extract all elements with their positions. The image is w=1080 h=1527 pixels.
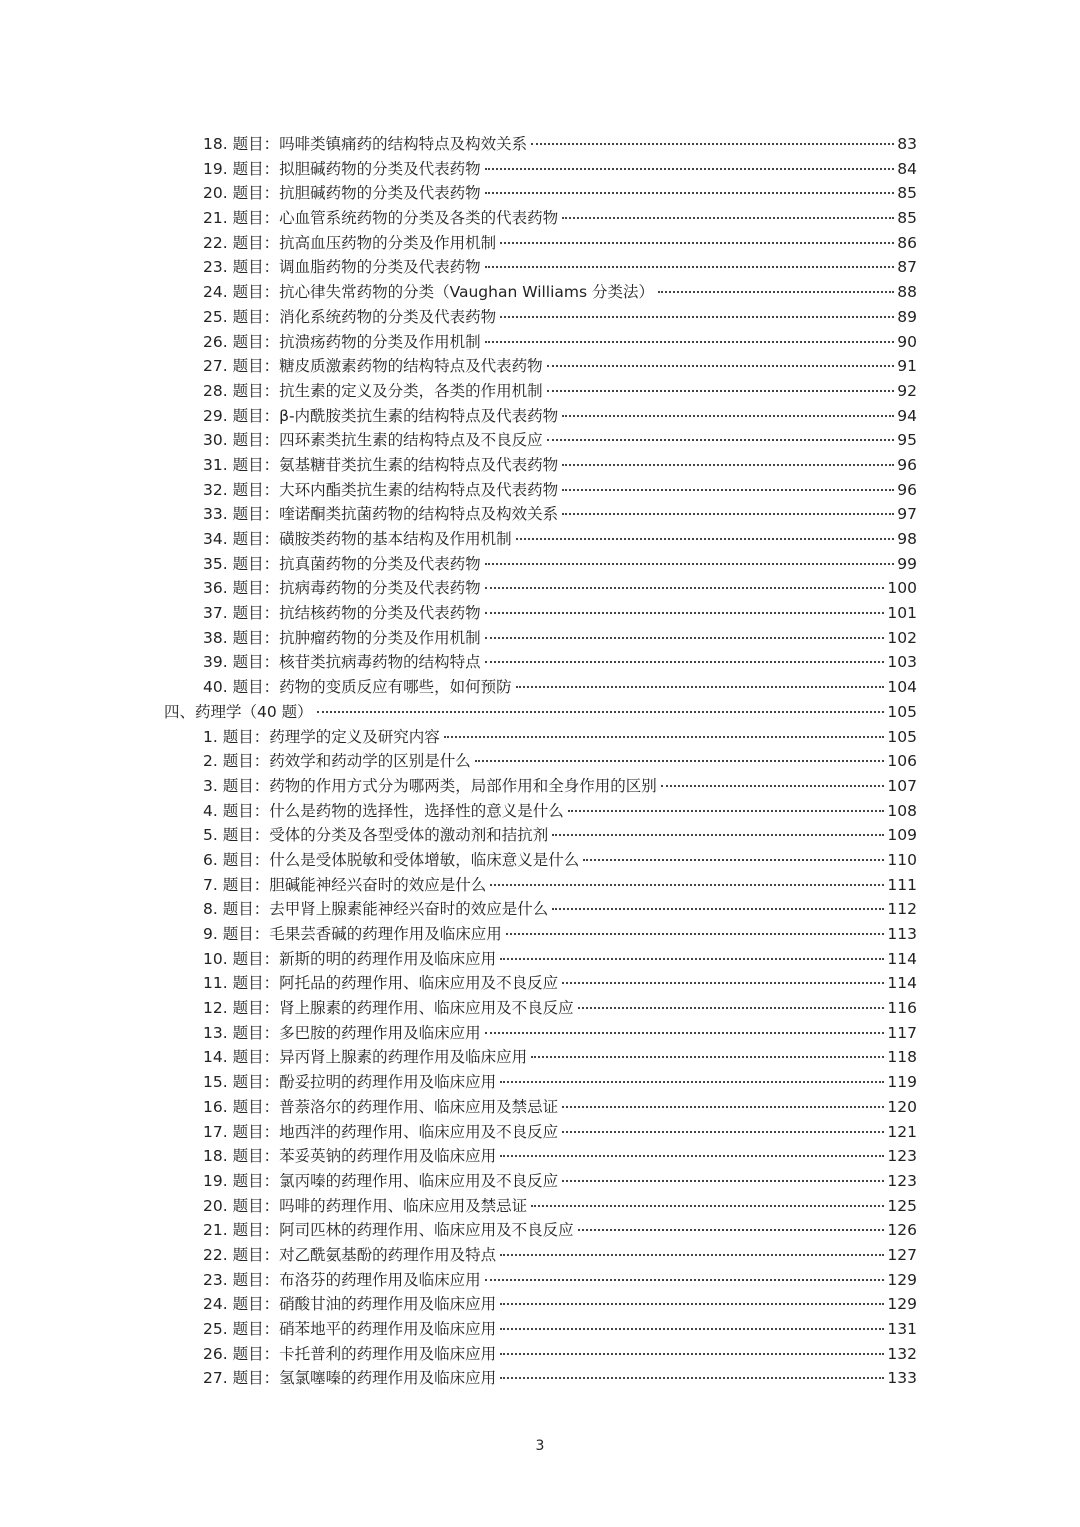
toc-entry-title: 36. 题目：抗病毒药物的分类及代表药物 [203,579,481,598]
toc-entry-title: 31. 题目：氨基糖苷类抗生素的结构特点及代表药物 [203,455,559,474]
toc-entry[interactable] [0,527,917,552]
toc-entry[interactable] [0,1194,917,1219]
toc-entry[interactable] [0,1045,917,1070]
dot-leader [562,1180,884,1182]
toc-entry[interactable] [0,971,917,996]
dot-leader [583,859,884,861]
dot-leader [506,933,885,935]
toc-entry[interactable] [0,725,917,750]
toc-entry-page-number: 118 [887,1048,917,1067]
dot-leader [562,415,894,417]
toc-entry-page-number: 98 [897,530,917,548]
toc-entry[interactable] [0,1268,917,1293]
toc-entry-title: 24. 题目：抗心律失常药物的分类（Vaughan Williams 分类法） [203,283,655,302]
toc-entry[interactable] [0,181,917,206]
dot-leader [500,1303,884,1305]
toc-entry[interactable] [0,453,917,478]
toc-entry-title: 39. 题目：核苷类抗病毒药物的结构特点 [203,653,481,672]
toc-entry-title: 20. 题目：抗胆碱药物的分类及代表药物 [203,184,481,203]
toc-entry[interactable] [0,799,917,824]
toc-entry[interactable] [0,478,917,503]
dot-leader [485,563,895,565]
dot-leader [485,661,885,663]
toc-entry-title: 25. 题目：消化系统药物的分类及代表药物 [203,307,497,326]
toc-entry[interactable] [0,255,917,280]
toc-entry[interactable] [0,873,917,898]
toc-entry[interactable] [0,1342,917,1367]
dot-leader [552,908,884,910]
toc-entry[interactable] [0,1021,917,1046]
toc-entry-title: 32. 题目：大环内酯类抗生素的结构特点及代表药物 [203,480,559,499]
toc-entry-page-number: 97 [897,505,917,524]
page-number: 3 [535,1438,545,1454]
toc-entry-page-number: 94 [897,406,917,425]
toc-entry-title: 34. 题目：磺胺类药物的基本结构及作用机制 [203,530,512,548]
toc-entry-page-number: 106 [887,752,917,771]
toc-entry-title: 28. 题目：抗生素的定义及分类，各类的作用机制 [203,381,543,400]
toc-entry[interactable] [0,897,917,922]
toc-entry-title: 40. 题目：药物的变质反应有哪些，如何预防 [203,678,512,697]
toc-entry[interactable] [0,206,917,231]
dot-leader [500,1081,884,1083]
dot-leader [485,637,885,639]
toc-entry-page-number: 105 [887,727,917,746]
toc-section-heading[interactable] [0,700,917,725]
toc-entry-title: 35. 题目：抗真菌药物的分类及代表药物 [203,554,481,573]
toc-entry-page-number: 123 [887,1147,917,1166]
dot-leader [485,266,895,268]
dot-leader [500,242,894,244]
dot-leader [444,736,885,738]
toc-entry[interactable] [0,650,917,675]
toc-entry-page-number: 116 [887,999,917,1018]
toc-entry-page-number: 117 [887,1023,917,1042]
dot-leader [531,143,894,145]
toc-entry-title: 26. 题目：抗溃疡药物的分类及作用机制 [203,332,481,351]
toc-entry-title: 37. 题目：抗结核药物的分类及代表药物 [203,604,481,623]
toc-entry-title: 23. 题目：调血脂药物的分类及代表药物 [203,258,481,277]
toc-entry-page-number: 96 [897,480,917,499]
toc-entry-page-number: 119 [887,1073,917,1092]
toc-entry-page-number: 111 [887,875,917,894]
toc-entry-page-number: 86 [897,233,917,252]
toc-entry-page-number: 129 [887,1270,917,1289]
dot-leader [547,390,895,392]
toc-entry-page-number: 113 [887,925,917,943]
toc-entry-title: 29. 题目：β-内酰胺类抗生素的结构特点及代表药物 [203,406,559,425]
toc-entry[interactable] [0,947,917,972]
toc-entry-title: 四、药理学（40 题） [164,702,313,721]
dot-leader [547,365,895,367]
toc-entry-title: 27. 题目：氢氯噻嗪的药理作用及临床应用 [203,1369,497,1388]
dot-leader [500,1155,884,1157]
toc-entry-title: 33. 题目：喹诺酮类抗菌药物的结构特点及构效关系 [203,505,559,524]
toc-entry[interactable] [0,1070,917,1095]
dot-leader [658,291,894,293]
toc-entry[interactable] [0,280,917,305]
toc-entry-title: 18. 题目：吗啡类镇痛药的结构特点及构效关系 [203,135,528,153]
toc-entry-page-number: 107 [887,776,917,795]
toc-entry[interactable] [0,231,917,256]
toc-entry-page-number: 95 [897,431,917,450]
toc-entry-title: 18. 题目：苯妥英钠的药理作用及临床应用 [203,1147,497,1166]
toc-entry-title: 19. 题目：氯丙嗪的药理作用、临床应用及不良反应 [203,1171,559,1190]
toc-entry-page-number: 102 [887,628,917,647]
toc-entry-title: 22. 题目：对乙酰氨基酚的药理作用及特点 [203,1245,497,1264]
toc-entry-title: 17. 题目：地西泮的药理作用、临床应用及不良反应 [203,1122,559,1141]
toc-entry[interactable] [0,354,917,379]
toc-entry-page-number: 126 [887,1221,917,1240]
dot-leader [516,686,885,688]
dot-leader [500,1353,884,1355]
toc-entry[interactable] [0,379,917,404]
toc-entry-title: 15. 题目：酚妥拉明的药理作用及临床应用 [203,1073,497,1092]
toc-entry-page-number: 90 [897,332,917,351]
toc-entry[interactable] [0,1366,917,1391]
toc-entry-title: 12. 题目：肾上腺素的药理作用、临床应用及不良反应 [203,999,574,1018]
dot-leader [562,1131,884,1133]
toc-entry-page-number: 123 [887,1171,917,1190]
toc-entry-title: 1. 题目：药理学的定义及研究内容 [203,727,440,746]
toc-entry-title: 10. 题目：新斯的明的药理作用及临床应用 [203,949,497,968]
toc-entry[interactable] [0,1169,917,1194]
dot-leader [475,760,885,762]
toc-entry-title: 2. 题目：药效学和药动学的区别是什么 [203,752,471,771]
dot-leader [661,785,885,787]
toc-entry-page-number: 114 [887,949,917,968]
toc-entry-page-number: 110 [887,850,917,869]
dot-leader [485,1032,885,1034]
toc-entry-title: 9. 题目：毛果芸香碱的药理作用及临床应用 [203,925,502,943]
toc-entry[interactable] [0,428,917,453]
toc-entry[interactable] [0,576,917,601]
toc-entry-page-number: 121 [887,1122,917,1141]
toc-entry-page-number: 89 [897,307,917,326]
dot-leader [485,587,885,589]
dot-leader [568,810,885,812]
toc-entry-title: 27. 题目：糖皮质激素药物的结构特点及代表药物 [203,357,543,376]
toc-entry[interactable] [0,922,917,947]
dot-leader [500,1328,884,1330]
dot-leader [562,513,894,515]
dot-leader [531,1205,884,1207]
dot-leader [552,834,884,836]
toc-entry[interactable] [0,157,917,182]
toc-entry[interactable] [0,330,917,355]
dot-leader [485,341,895,343]
toc-entry[interactable] [0,404,917,429]
toc-entry-title: 8. 题目：去甲肾上腺素能神经兴奋时的效应是什么 [203,900,549,919]
toc-entry-title: 7. 题目：胆碱能神经兴奋时的效应是什么 [203,875,487,894]
toc-entry-page-number: 88 [897,283,917,302]
table-of-contents [0,132,1080,1391]
toc-entry[interactable] [0,502,917,527]
toc-entry-title: 24. 题目：硝酸甘油的药理作用及临床应用 [203,1295,497,1314]
toc-entry-title: 26. 题目：卡托普利的药理作用及临床应用 [203,1344,497,1363]
dot-leader [500,1377,884,1379]
toc-entry-page-number: 109 [887,826,917,845]
toc-entry-title: 38. 题目：抗肿瘤药物的分类及作用机制 [203,628,481,647]
toc-entry[interactable] [0,1095,917,1120]
dot-leader [578,1229,885,1231]
dot-leader [562,217,894,219]
toc-entry[interactable] [0,1292,917,1317]
dot-leader [500,1254,884,1256]
toc-entry-page-number: 103 [887,653,917,672]
toc-entry-page-number: 125 [887,1196,917,1215]
toc-entry-title: 3. 题目：药物的作用方式分为哪两类，局部作用和全身作用的区别 [203,776,657,795]
toc-entry-title: 22. 题目：抗高血压药物的分类及作用机制 [203,233,497,252]
dot-leader [562,464,894,466]
toc-entry[interactable] [0,823,917,848]
toc-entry-page-number: 108 [887,801,917,820]
dot-leader [500,316,894,318]
dot-leader [562,982,884,984]
toc-entry-title: 14. 题目：异丙肾上腺素的药理作用及临床应用 [203,1048,528,1067]
toc-entry-title: 21. 题目：心血管系统药物的分类及各类的代表药物 [203,209,559,228]
dot-leader [317,711,885,713]
toc-entry-title: 5. 题目：受体的分类及各型受体的激动剂和拮抗剂 [203,826,549,845]
toc-entry-page-number: 127 [887,1245,917,1264]
toc-entry-title: 6. 题目：什么是受体脱敏和受体增敏，临床意义是什么 [203,850,580,869]
dot-leader [485,612,885,614]
toc-entry-page-number: 96 [897,455,917,474]
dot-leader [578,1007,885,1009]
toc-entry-title: 11. 题目：阿托品的药理作用、临床应用及不良反应 [203,974,559,993]
toc-entry[interactable] [0,305,917,330]
toc-entry-page-number: 85 [897,184,917,203]
dot-leader [485,192,895,194]
toc-entry[interactable] [0,1317,917,1342]
toc-entry-page-number: 104 [887,678,917,697]
toc-entry[interactable] [0,848,917,873]
toc-entry[interactable] [0,774,917,799]
toc-entry-page-number: 133 [887,1369,917,1388]
toc-entry[interactable] [0,601,917,626]
toc-entry-page-number: 83 [897,135,917,153]
toc-entry-title: 19. 题目：拟胆碱药物的分类及代表药物 [203,159,481,178]
toc-entry-page-number: 91 [897,357,917,376]
toc-entry[interactable] [0,626,917,651]
toc-entry-page-number: 120 [887,1097,917,1116]
dot-leader [485,1279,885,1281]
toc-entry-title: 21. 题目：阿司匹林的药理作用、临床应用及不良反应 [203,1221,574,1240]
toc-entry-page-number: 131 [887,1320,917,1338]
dot-leader [531,1056,884,1058]
toc-entry-page-number: 87 [897,258,917,277]
toc-entry-page-number: 84 [897,159,917,178]
dot-leader [485,168,895,170]
toc-entry[interactable] [0,1243,917,1268]
toc-entry-title: 13. 题目：多巴胺的药理作用及临床应用 [203,1023,481,1042]
toc-entry-page-number: 101 [887,604,917,623]
toc-entry-title: 4. 题目：什么是药物的选择性，选择性的意义是什么 [203,801,564,820]
toc-entry-page-number: 85 [897,209,917,228]
toc-entry[interactable] [0,132,917,157]
dot-leader [562,489,894,491]
dot-leader [490,884,884,886]
dot-leader [547,439,895,441]
toc-entry-page-number: 92 [897,381,917,400]
toc-entry-page-number: 132 [887,1344,917,1363]
toc-entry[interactable] [0,675,917,700]
dot-leader [500,958,884,960]
toc-entry[interactable] [0,552,917,577]
toc-entry-title: 30. 题目：四环素类抗生素的结构特点及不良反应 [203,431,543,450]
toc-entry[interactable] [0,996,917,1021]
toc-entry-page-number: 105 [887,702,917,721]
toc-entry[interactable] [0,1218,917,1243]
toc-entry[interactable] [0,1144,917,1169]
toc-entry-title: 16. 题目：普萘洛尔的药理作用、临床应用及禁忌证 [203,1097,559,1116]
toc-entry-title: 23. 题目：布洛芬的药理作用及临床应用 [203,1270,481,1289]
toc-entry[interactable] [0,1120,917,1145]
dot-leader [562,1106,884,1108]
toc-entry-page-number: 112 [887,900,917,919]
toc-entry-title: 25. 题目：硝苯地平的药理作用及临床应用 [203,1320,497,1338]
dot-leader [516,538,895,540]
toc-entry[interactable] [0,749,917,774]
toc-entry-page-number: 129 [887,1295,917,1314]
toc-entry-page-number: 99 [897,554,917,573]
toc-entry-title: 20. 题目：吗啡的药理作用、临床应用及禁忌证 [203,1196,528,1215]
toc-entry-page-number: 100 [887,579,917,598]
toc-entry-page-number: 114 [887,974,917,993]
